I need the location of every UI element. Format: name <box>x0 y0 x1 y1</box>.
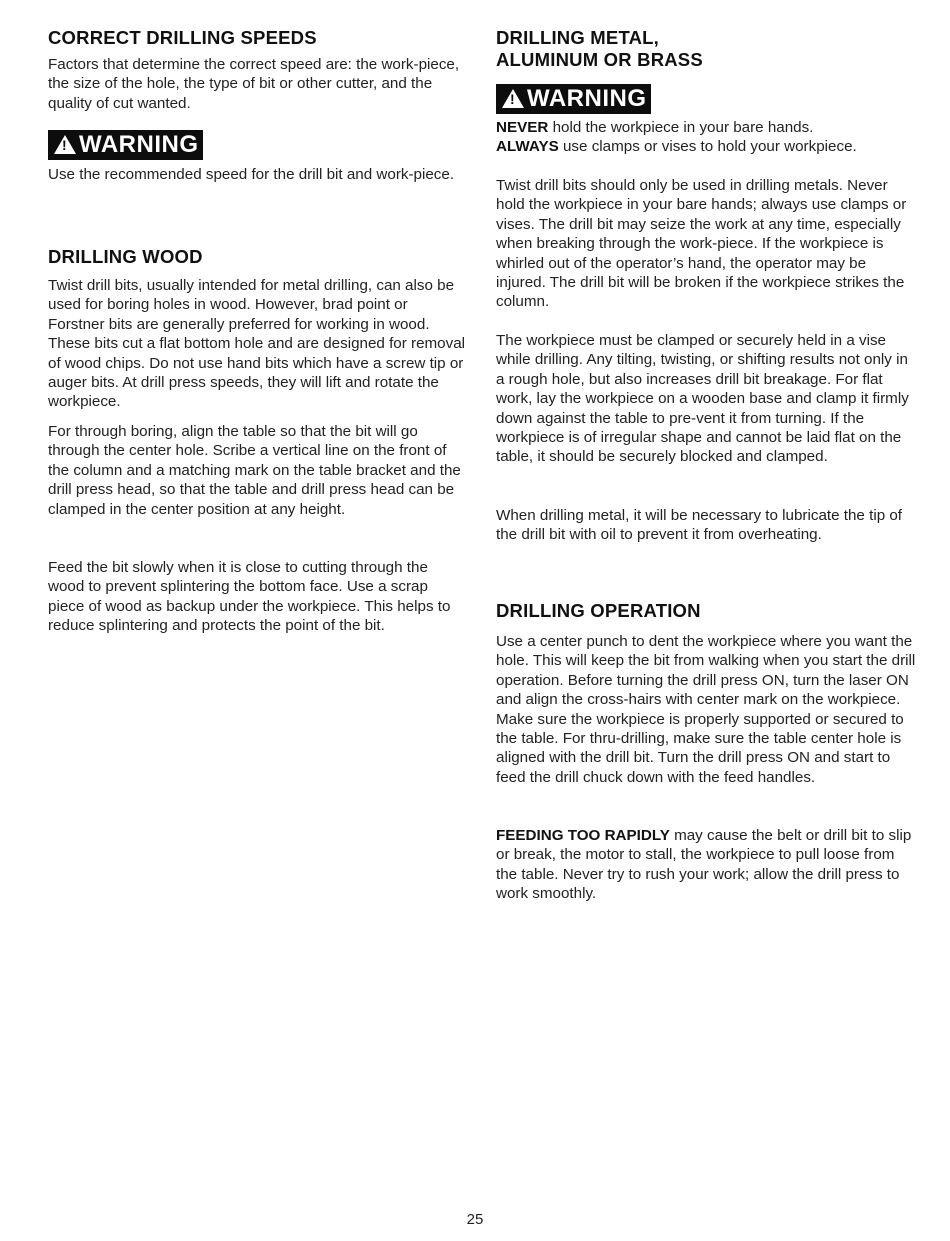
feeding-text: may cause the belt or drill bit to slip or break, the motor to stall, the workpiece to pull loose from the table. Never try to rush your work; allow the drill press to work smoothly. <box>496 827 912 903</box>
metal-paragraph-2: The workpiece must be clamped or securely held in a vise while drilling. Any tilting, twisting, or shifting results not only in a rough hole, but also increases drill bit breakage. For flat work, lay the workpiece on a wooden base and clamp it firmly down against the table to pre-vent it from turning. If the workpiece is of irregular shape and cannot be laid flat on the table, it should be securely blocked and clamped. <box>496 332 909 466</box>
never-label: NEVER <box>496 119 549 136</box>
wood-paragraph-2: For through boring, align the table so that the bit will go through the center hole. Scribe a vertical line on the front of the column and a matching mark on the table bracket and the drill press head, so that the table and drill press head can be clamped in the center position at any height. <box>48 423 461 518</box>
warning-label-text: WARNING <box>79 131 199 158</box>
never-text: hold the workpiece in your bare hands. <box>552 119 814 136</box>
drilling-wood-heading: DRILLING WOOD <box>48 246 203 267</box>
feeding-paragraph <box>496 826 916 904</box>
warning-triangle-icon <box>54 135 76 154</box>
feeding-label: FEEDING TOO RAPIDLY <box>496 827 670 844</box>
warning-triangle-icon <box>502 89 524 108</box>
metal-paragraph-3: When drilling metal, it will be necessary to lubricate the tip of the drill bit with oil to prevent it from overheating. <box>496 507 903 544</box>
drilling-metal-heading-line1: DRILLING METAL, <box>496 27 659 48</box>
speed-warning-text: Use the recommended speed for the drill bit and work-piece. <box>48 166 455 183</box>
always-line <box>496 137 916 156</box>
drilling-metal-heading-line2: ALUMINUM OR BRASS <box>496 49 703 70</box>
warning-label-left <box>48 130 468 160</box>
page-number: 25 <box>466 1211 484 1228</box>
never-line <box>496 118 916 137</box>
operation-paragraph: Use a center punch to dent the workpiece where you want the hole. This will keep the bit from walking when you start the drill operation. Before turning the drill press ON, turn the laser ON and align the cross-hairs with center mark on the workpiece. Make sure the workpiece is properly supported or secured to the table. For thru-drilling, make sure the table center hole is aligned with the drill bit. Turn the drill press ON and start to feed the drill chuck down with the feed handles. <box>496 633 916 786</box>
warning-label-text: WARNING <box>527 85 647 112</box>
metal-paragraph-1: Twist drill bits should only be used in drilling metals. Never hold the workpiece in your bare hands; always use clamps or vises. The drill bit may seize the work at any time, especially when breaking through the work-piece. If the workpiece is whirled out of the operator’s hand, the operator may be injured. The drill bit will be broken if the workpiece strikes the column. <box>496 177 907 311</box>
always-text: use clamps or vises to hold your workpiece. <box>562 138 857 155</box>
warning-label-right <box>496 84 916 114</box>
always-label: ALWAYS <box>496 138 559 155</box>
correct-drilling-speeds-heading: CORRECT DRILLING SPEEDS <box>48 27 317 48</box>
drilling-operation-heading: DRILLING OPERATION <box>496 600 701 621</box>
wood-paragraph-3: Feed the bit slowly when it is close to cutting through the wood to prevent splintering the bottom face. Use a scrap piece of wood as backup under the workpiece. This helps to reduce splintering and protects the point of the bit. <box>48 559 451 635</box>
wood-paragraph-1: Twist drill bits, usually intended for metal drilling, can also be used for boring holes in wood. However, brad point or Forstner bits are generally preferred for working in wood. These bits cut a flat bottom hole and are designed for removal of wood chips. Do not use hand bits which have a screw tip or auger bits. At drill press speeds, they will lift and rotate the workpiece. <box>48 277 466 411</box>
speeds-paragraph: Factors that determine the correct speed are: the work-piece, the size of the hole, the type of bit or other cutter, and the quality of cut wanted. <box>48 56 460 112</box>
